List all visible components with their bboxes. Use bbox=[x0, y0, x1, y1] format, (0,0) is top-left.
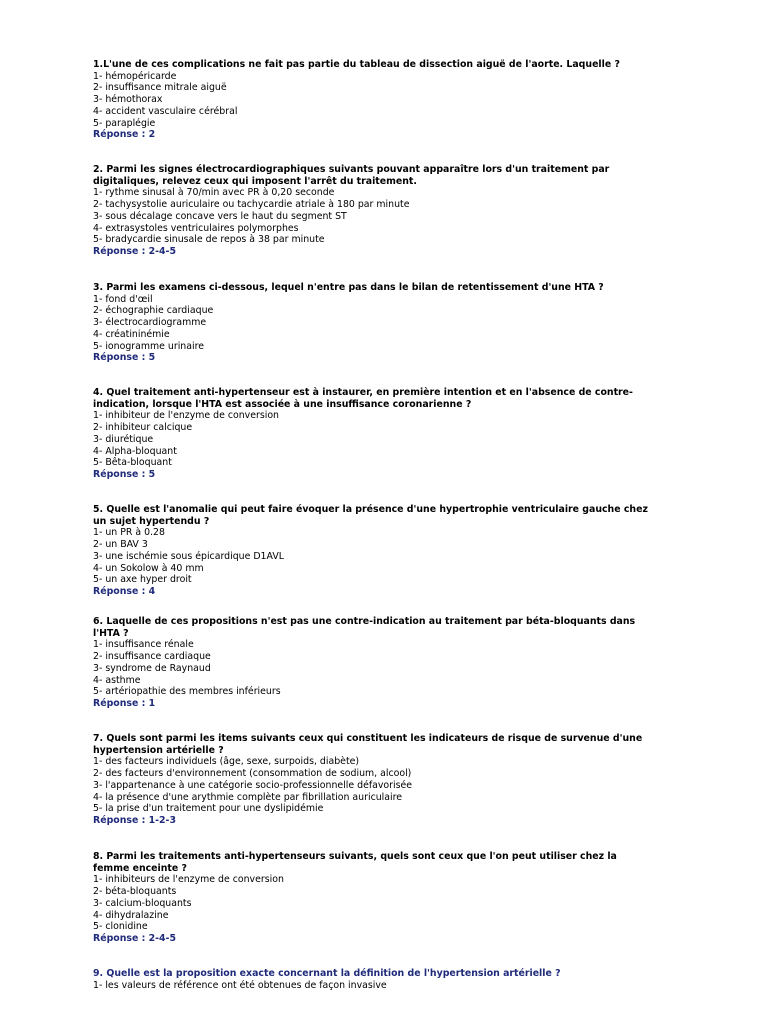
answer-option: 2- béta-bloquants bbox=[93, 886, 177, 898]
answer-option: 3- électrocardiogramme bbox=[93, 317, 207, 329]
answer-option: 1- inhibiteurs de l'enzyme de conversion bbox=[93, 874, 284, 886]
answer-option: 2- inhibiteur calcique bbox=[93, 422, 193, 434]
answer-option: 4- un Sokolow à 40 mm bbox=[93, 562, 204, 574]
question-title: 1.L'une de ces complications ne fait pas partie du tableau de dissection aiguë de l'aorte. Laquelle ? bbox=[93, 59, 620, 70]
question-8 bbox=[93, 851, 653, 945]
answer-option: 4- asthme bbox=[93, 674, 141, 686]
answer-option: 5- la prise d'un traitement pour une dyslipidémie bbox=[93, 803, 324, 815]
question-title: 7. Quels sont parmi les items suivants ceux qui constituent les indicateurs de risque de survenue d'une hypertension artérielle ? bbox=[93, 733, 643, 756]
answer-key: Réponse : 4 bbox=[93, 585, 156, 597]
answer-option: 2- insuffisance cardiaque bbox=[93, 651, 211, 663]
answer-option: 4- accident vasculaire cérébral bbox=[93, 105, 238, 117]
question-title: 3. Parmi les examens ci-dessous, lequel n'entre pas dans le bilan de retentissement d'une HTA ? bbox=[93, 282, 604, 293]
answer-option: 3- syndrome de Raynaud bbox=[93, 662, 211, 674]
question-5 bbox=[93, 504, 653, 598]
question-9 bbox=[93, 968, 653, 991]
answer-key: Réponse : 5 bbox=[93, 352, 156, 364]
question-title: 4. Quel traitement anti-hypertenseur est à instaurer, en première intention et en l'absence de contre-indication, lorsque l'HTA est associée à une insuffisance coronarienne ? bbox=[93, 387, 633, 410]
answer-key: Réponse : 2-4-5 bbox=[93, 245, 176, 257]
answer-option: 5- paraplégie bbox=[93, 117, 156, 129]
answer-option: 4- extrasystoles ventriculaires polymorphes bbox=[93, 222, 299, 234]
answer-option: 4- Alpha-bloquant bbox=[93, 445, 177, 457]
answer-key: Réponse : 5 bbox=[93, 468, 156, 480]
answer-option: 3- une ischémie sous épicardique D1AVL bbox=[93, 550, 284, 562]
answer-option: 2- tachysystolie auriculaire ou tachycardie atriale à 180 par minute bbox=[93, 199, 410, 211]
answer-option: 2- insuffisance mitrale aiguë bbox=[93, 82, 227, 94]
answer-option: 5- un axe hyper droit bbox=[93, 574, 192, 586]
answer-option: 1- insuffisance rénale bbox=[93, 639, 194, 651]
answer-option: 5- Bêta-bloquant bbox=[93, 457, 172, 469]
question-title: 6. Laquelle de ces propositions n'est pas une contre-indication au traitement par béta-bloquants dans l'HTA ? bbox=[93, 616, 636, 639]
question-7 bbox=[93, 733, 653, 827]
answer-option: 4- créatininémie bbox=[93, 328, 170, 340]
answer-option: 1- des facteurs individuels (âge, sexe, surpoids, diabète) bbox=[93, 756, 360, 768]
answer-option: 5- artériopathie des membres inférieurs bbox=[93, 686, 281, 698]
answer-option: 5- ionogramme urinaire bbox=[93, 340, 205, 352]
question-title: 5. Quelle est l'anomalie qui peut faire évoquer la présence d'une hypertrophie ventriculaire gauche chez un sujet hypertendu ? bbox=[93, 504, 648, 527]
question-title: 9. Quelle est la proposition exacte concernant la définition de l'hypertension artérielle ? bbox=[93, 968, 561, 979]
answer-key: Réponse : 1-2-3 bbox=[93, 814, 176, 826]
question-3 bbox=[93, 282, 653, 364]
answer-option: 2- échographie cardiaque bbox=[93, 305, 214, 317]
question-2 bbox=[93, 164, 653, 258]
answer-option: 3- l'appartenance à une catégorie socio-professionnelle défavorisée bbox=[93, 779, 413, 791]
question-1 bbox=[93, 59, 653, 141]
answer-key: Réponse : 2 bbox=[93, 129, 156, 141]
answer-option: 4- dihydralazine bbox=[93, 909, 169, 921]
answer-option: 3- diurétique bbox=[93, 433, 154, 445]
answer-option: 3- hémothorax bbox=[93, 94, 163, 106]
answer-option: 1- rythme sinusal à 70/min avec PR à 0,20 seconde bbox=[93, 187, 335, 199]
answer-option: 1- inhibiteur de l'enzyme de conversion bbox=[93, 410, 280, 422]
answer-key: Réponse : 1 bbox=[93, 697, 156, 709]
answer-key: Réponse : 2-4-5 bbox=[93, 932, 176, 944]
answer-option: 1- fond d'œil bbox=[93, 293, 153, 305]
answer-option: 1- les valeurs de référence ont été obtenues de façon invasive bbox=[93, 979, 387, 991]
question-title: 8. Parmi les traitements anti-hypertenseurs suivants, quels sont ceux que l'on peut utiliser chez la femme enceinte ? bbox=[93, 851, 617, 874]
answer-option: 2- des facteurs d'environnement (consommation de sodium, alcool) bbox=[93, 768, 412, 780]
answer-option: 4- la présence d'une arythmie complète par fibrillation auriculaire bbox=[93, 791, 403, 803]
answer-option: 1- un PR à 0.28 bbox=[93, 527, 165, 539]
answer-option: 5- bradycardie sinusale de repos à 38 par minute bbox=[93, 234, 325, 246]
question-title: 2. Parmi les signes électrocardiographiques suivants pouvant apparaître lors d'un traitement par digitaliques, relevez ceux qui imposent l'arrêt du traitement. bbox=[93, 164, 610, 187]
answer-option: 2- un BAV 3 bbox=[93, 539, 148, 551]
answer-option: 5- clonidine bbox=[93, 921, 148, 933]
answer-option: 3- calcium-bloquants bbox=[93, 897, 192, 909]
question-6 bbox=[93, 616, 653, 710]
answer-option: 3- sous décalage concave vers le haut du segment ST bbox=[93, 210, 347, 222]
answer-option: 1- hémopéricarde bbox=[93, 70, 177, 82]
question-4 bbox=[93, 387, 653, 481]
